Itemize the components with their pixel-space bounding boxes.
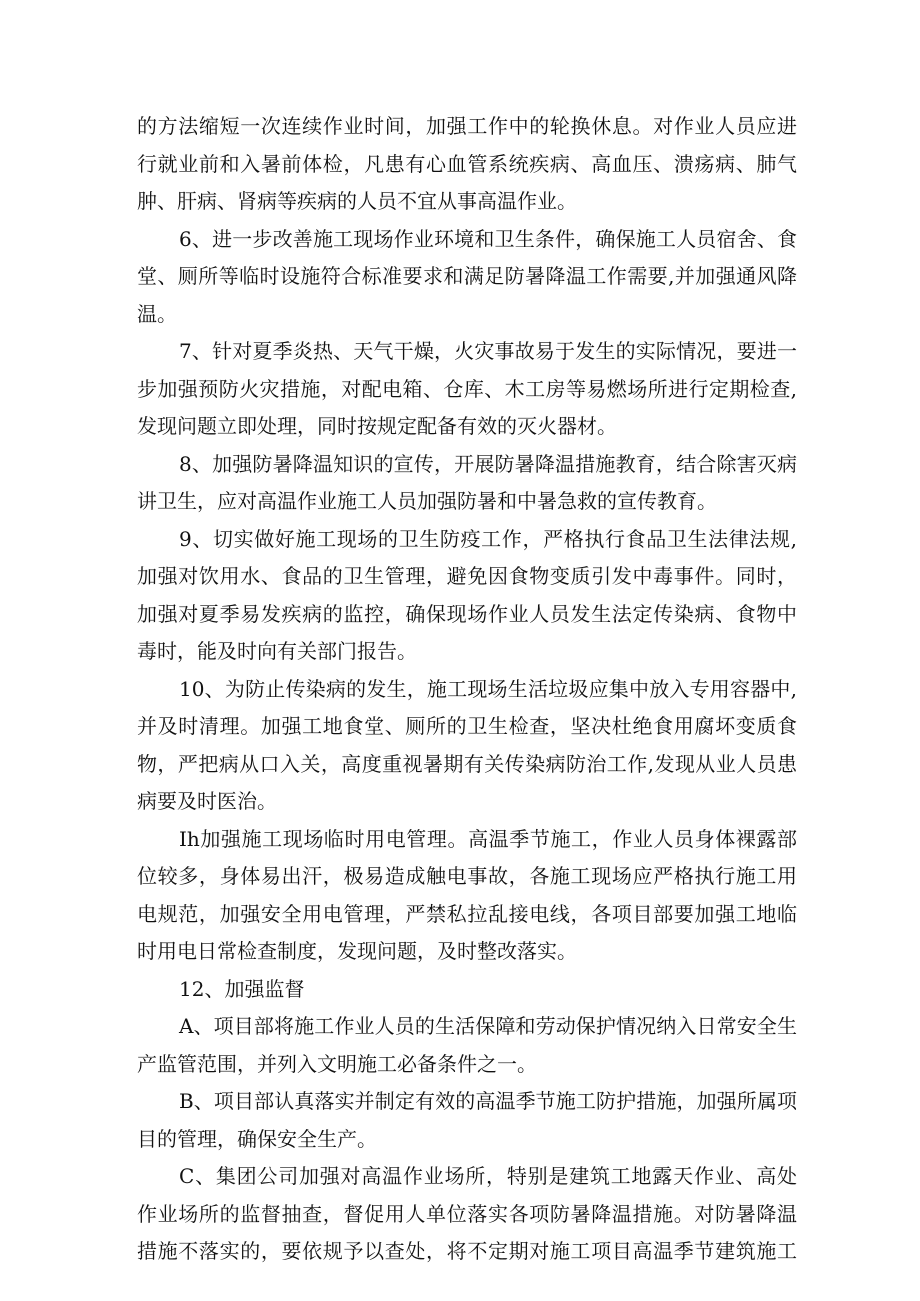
paragraph <box>137 446 797 521</box>
paragraph <box>137 108 797 221</box>
text-line: 毒时，能及时向有关部门报告。 <box>137 639 417 663</box>
text-line: 措施不落实的，要依规予以查处，将不定期对施工项目高温季节建筑施工 <box>137 1239 797 1263</box>
text-line: 9、切实做好施工现场的卫生防疫工作，严格执行食品卫生法律法规, <box>179 526 797 551</box>
paragraph <box>137 1158 797 1271</box>
text-line: 8、加强防暑降温知识的宣传，开展防暑降温措施教育，结合除害灭病 <box>179 451 797 476</box>
text-line: 加强对饮用水、食品的卫生管理，避免因食物变质引发中毒事件。同时， <box>137 564 797 588</box>
paragraph <box>137 333 797 446</box>
paragraph <box>137 1083 797 1158</box>
text-line: 12、加强监督 <box>179 976 305 1001</box>
text-line: A、项目部将施工作业人员的生活保障和劳动保护情况纳入日常安全生 <box>179 1014 797 1038</box>
text-line: 并及时清理。加强工地食堂、厕所的卫生检查，坚决杜绝食用腐坏变质食 <box>137 714 797 738</box>
paragraph <box>137 971 797 1009</box>
text-line: 7、针对夏季炎热、天气干燥，火灾事故易于发生的实际情况，要进一 <box>179 339 797 363</box>
paragraph <box>137 821 797 971</box>
text-line: 病要及时医治。 <box>137 789 277 813</box>
text-line: 肿、肝病、肾病等疾病的人员不宜从事高温作业。 <box>137 189 577 213</box>
text-line: B、项目部认真落实并制定有效的高温季节施工防护措施，加强所属项 <box>179 1089 797 1113</box>
text-line: 的方法缩短一次连续作业时间，加强工作中的轮换休息。对作业人员应进 <box>137 114 797 138</box>
text-line: 发现问题立即处理，同时按规定配备有效的灭火器材。 <box>137 414 617 438</box>
paragraph <box>137 521 797 671</box>
text-line: 温。 <box>137 301 177 326</box>
paragraph <box>137 1008 797 1083</box>
paragraph <box>137 671 797 821</box>
text-line: 位较多，身体易出汗，极易造成触电事故，各施工现场应严格执行施工用 <box>137 864 797 888</box>
text-line: 讲卫生，应对高温作业施工人员加强防暑和中暑急救的宣传教育。 <box>137 489 717 513</box>
text-line: 10、为防止传染病的发生，施工现场生活垃圾应集中放入专用容器中, <box>179 676 797 701</box>
text-line: 行就业前和入暑前体检，凡患有心血管系统疾病、高血压、溃疡病、肺气 <box>137 151 797 176</box>
text-line: 6、进一步改善施工现场作业环境和卫生条件，确保施工人员宿舍、食 <box>179 226 797 251</box>
text-line: 电规范，加强安全用电管理，严禁私拉乱接电线，各项目部要加强工地临 <box>137 901 797 926</box>
text-line: 产监管范围，并列入文明施工必备条件之一。 <box>137 1051 537 1076</box>
text-line: 步加强预防火灾措施，对配电箱、仓库、木工房等易燃场所进行定期检查, <box>137 376 797 401</box>
text-line: Ih加强施工现场临时用电管理。高温季节施工，作业人员身体裸露部 <box>179 826 797 851</box>
text-line: 物，严把病从口入关，高度重视暑期有关传染病防治工作,发现从业人员患 <box>137 751 797 776</box>
text-line: 时用电日常检查制度，发现问题，及时整改落实。 <box>137 939 577 963</box>
paragraph <box>137 221 797 334</box>
text-line: C、集团公司加强对高温作业场所，特别是建筑工地露天作业、高处 <box>179 1164 797 1188</box>
text-line: 堂、厕所等临时设施符合标准要求和满足防暑降温工作需要,并加强通风降 <box>137 264 797 288</box>
document-body <box>137 108 797 1271</box>
text-line: 目的管理，确保安全生产。 <box>137 1126 377 1151</box>
text-line: 加强对夏季易发疾病的监控，确保现场作业人员发生法定传染病、食物中 <box>137 601 797 626</box>
text-line: 作业场所的监督抽查，督促用人单位落实各项防暑降温措施。对防暑降温 <box>137 1201 797 1226</box>
